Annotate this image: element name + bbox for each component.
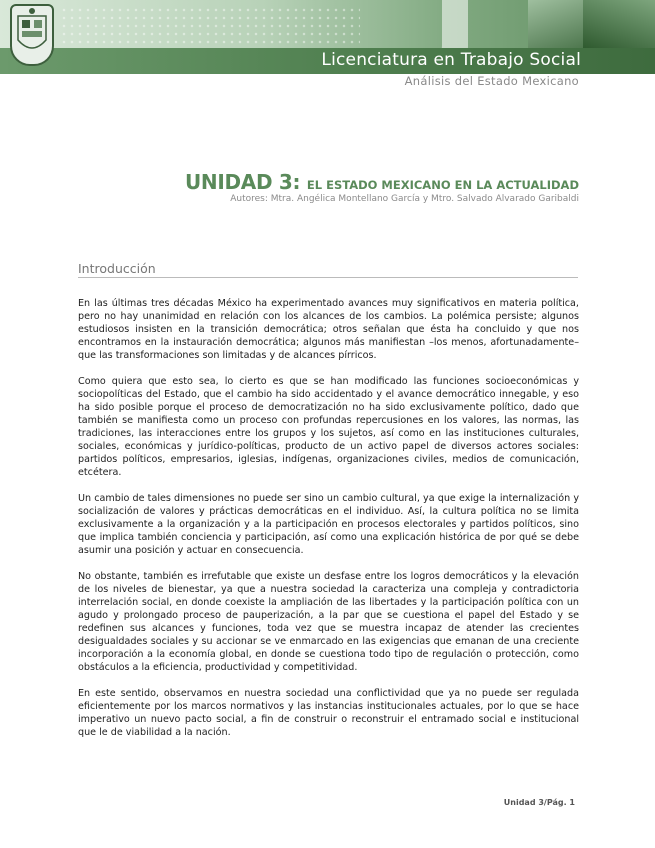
program-title: Licenciatura en Trabajo Social bbox=[321, 50, 581, 70]
paragraph: En este sentido, observamos en nuestra sociedad una conflictividad que ya no puede ser regulada eficientemente por los marcos normativos y las instancias institucionales actuales, por lo que se hace imperativo un nuevo pacto social, a fin de construir o reconstruir el entramado social e institucional que le de viabilidad a la nación. bbox=[78, 688, 579, 738]
banner-pattern bbox=[60, 6, 360, 46]
unit-number: UNIDAD 3: bbox=[184, 170, 301, 194]
paragraph: Como quiera que esto sea, lo cierto es que se han modificado las funciones socioeconómicas y sociopolíticas del Estado, que el cambio ha sido accidentado y el avance democrático innegable, y eso ha sido posible porque el proceso de democratización no ha sido exclusivamente político, dado que también se manifiesta como un proceso con profundas repercusiones en los valores, las normas, las tradiciones, las interacciones entre los grupos y los sujetos, así como en las instituciones culturales, sociales, económicas y jurídico-políticas, producto de un activo papel de diversos actores sociales: partidos políticos, empresarios, iglesias, indígenas, organizaciones civiles, medios de comunicación, etcétera. bbox=[78, 376, 579, 478]
section-heading: Introducción bbox=[78, 261, 578, 278]
page-number: Unidad 3/Pág. 1 bbox=[503, 798, 575, 807]
paragraph: No obstante, también es irrefutable que existe un desfase entre los logros democráticos y la elevación de los niveles de bienestar, ya que a nuestra sociedad la caracteriza una compleja y contradictoria interrelación social, en donde coexiste la ampliación de las libertades y la participación política con un agudo y prolongado proceso de pauperización, a la par que se cuestiona el papel del Estado y se redefinen sus alcances y funciones, toda vez que se muestra incapaz de atender las crecientes desigualdades sociales y su accionar se ve enmarcado en las exigencias que emanan de una creciente incorporación a la economía global, en donde se cuestiona todo tipo de regulación o protección, como obstáculos a la eficiencia, productividad y competitividad. bbox=[78, 571, 579, 673]
body-text bbox=[78, 297, 579, 752]
banner-photo bbox=[583, 0, 655, 48]
paragraph: En las últimas tres décadas México ha experimentado avances muy significativos en materia política, pero no hay unanimidad en relación con los alcances de los cambios. La polémica persiste; algunos estudiosos insisten en la transición democrática; otros señalan que ésta ha concluido y que nos encontramos en la instauración democrática; algunos más manifiestan –los menos, afortunadamente– que las transformaciones son limitadas y de alcances pírricos. bbox=[78, 298, 579, 361]
paragraph: Un cambio de tales dimensiones no puede ser sino un cambio cultural, ya que exige la internalización y socialización de valores y prácticas democráticas en el individuo. Así, la cultura política no se limita exclusivamente a la organización y a la participación en procesos electorales y partidos políticos, sino que implica también conciencia y participación, así como una explicación histórica de por qué se debe asumir una posición y actuar en consecuencia. bbox=[78, 493, 579, 556]
course-subtitle: Análisis del Estado Mexicano bbox=[404, 74, 579, 88]
banner-photo bbox=[528, 0, 583, 48]
university-emblem-icon bbox=[10, 4, 54, 66]
unit-title bbox=[185, 170, 579, 194]
unit-name: EL ESTADO MEXICANO EN LA ACTUALIDAD bbox=[306, 178, 579, 192]
authors-line: Autores: Mtra. Angélica Montellano García y Mtro. Salvado Alvarado Garibaldi bbox=[230, 194, 579, 204]
